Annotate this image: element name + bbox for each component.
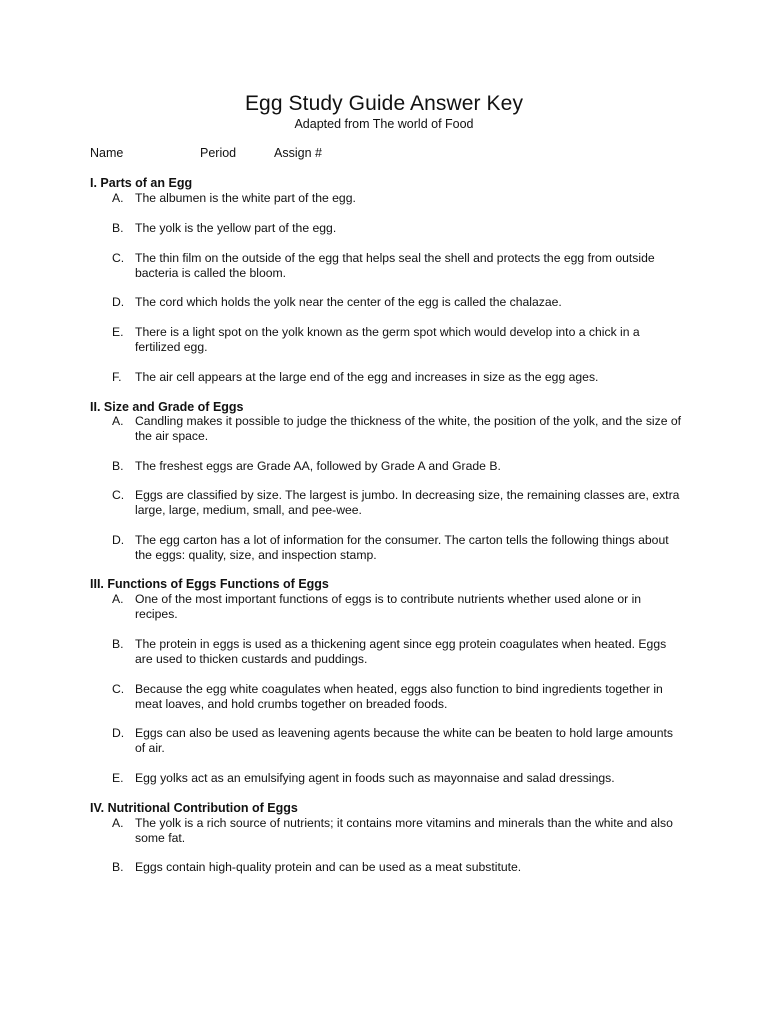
item-letter: F.	[112, 370, 122, 384]
item-letter: A.	[112, 816, 124, 830]
list-item	[112, 771, 682, 786]
item-text: The yolk is the yellow part of the egg.	[135, 221, 337, 235]
item-text: The egg carton has a lot of information for the consumer. The carton tells the following things about the eggs: quality, size, and inspection stamp.	[135, 533, 669, 562]
list-item	[112, 370, 682, 385]
item-letter: C.	[112, 251, 125, 265]
list-item	[112, 533, 682, 562]
item-letter: E.	[112, 771, 124, 785]
page-title: Egg Study Guide Answer Key	[244, 92, 524, 115]
list-item	[112, 726, 682, 755]
item-letter: C.	[112, 682, 125, 696]
item-letter: B.	[112, 637, 124, 651]
item-text: Eggs contain high-quality protein and can be used as a meat substitute.	[135, 860, 522, 874]
item-letter: D.	[112, 533, 125, 547]
item-text: The cord which holds the yolk near the center of the egg is called the chalazae.	[135, 295, 562, 309]
item-letter: B.	[112, 860, 124, 874]
item-letter: E.	[112, 325, 124, 339]
item-letter: B.	[112, 459, 124, 473]
list-item	[112, 325, 682, 354]
item-letter: A.	[112, 191, 124, 205]
section-heading-nutrition: IV. Nutritional Contribution of Eggs	[90, 801, 298, 815]
item-letter: A.	[112, 592, 124, 606]
name-label: Name	[90, 146, 124, 160]
period-label: Period	[200, 146, 237, 160]
list-item	[112, 682, 682, 711]
list-item	[112, 637, 682, 666]
item-letter: D.	[112, 726, 125, 740]
item-letter: B.	[112, 221, 124, 235]
item-text: The protein in eggs is used as a thickening agent since egg protein coagulates when heated. Eggs are used to thicken custards and puddings.	[135, 637, 667, 666]
item-text: The air cell appears at the large end of the egg and increases in size as the egg ages.	[135, 370, 599, 384]
list-item	[112, 414, 682, 443]
assign-label: Assign #	[274, 146, 322, 160]
section-heading-parts-of-egg: I. Parts of an Egg	[90, 176, 193, 190]
list-item	[112, 488, 682, 517]
item-text: Eggs can also be used as leavening agents because the white can be beaten to hold large amounts of air.	[135, 726, 673, 755]
item-text: One of the most important functions of eggs is to contribute nutrients whether used alone or in recipes.	[135, 592, 642, 621]
item-letter: A.	[112, 414, 124, 428]
item-letter: D.	[112, 295, 125, 309]
list-item	[112, 251, 682, 280]
list-item	[112, 221, 682, 236]
item-text: Eggs are classified by size. The largest is jumbo. In decreasing size, the remaining classes are, extra large, large, medium, small, and pee-wee.	[135, 488, 680, 517]
item-text: The albumen is the white part of the egg.	[135, 191, 356, 205]
item-text: The thin film on the outside of the egg that helps seal the shell and protects the egg from outside bacteria is called the bloom.	[135, 251, 655, 280]
item-text: There is a light spot on the yolk known as the germ spot which would develop into a chick in a fertilized egg.	[135, 325, 640, 354]
item-text: Egg yolks act as an emulsifying agent in foods such as mayonnaise and salad dressings.	[135, 771, 615, 785]
item-text: The yolk is a rich source of nutrients; it contains more vitamins and minerals than the white and also some fat.	[135, 816, 673, 845]
list-item	[112, 860, 682, 875]
list-item	[112, 459, 682, 474]
section-heading-size-and-grade: II. Size and Grade of Eggs	[90, 400, 244, 414]
list-item	[112, 191, 682, 206]
list-item	[112, 592, 682, 621]
item-text: Because the egg white coagulates when heated, eggs also function to bind ingredients together in meat loaves, and hold crumbs together on breaded foods.	[135, 682, 663, 711]
item-text: Candling makes it possible to judge the thickness of the white, the position of the yolk, and the size of the air space.	[135, 414, 682, 443]
list-item	[112, 816, 682, 845]
item-text: The freshest eggs are Grade AA, followed by Grade A and Grade B.	[135, 459, 501, 473]
list-item	[112, 295, 682, 310]
section-heading-functions: III. Functions of Eggs Functions of Eggs	[90, 577, 329, 591]
item-letter: C.	[112, 488, 125, 502]
page-subtitle: Adapted from The world of Food	[294, 117, 474, 131]
